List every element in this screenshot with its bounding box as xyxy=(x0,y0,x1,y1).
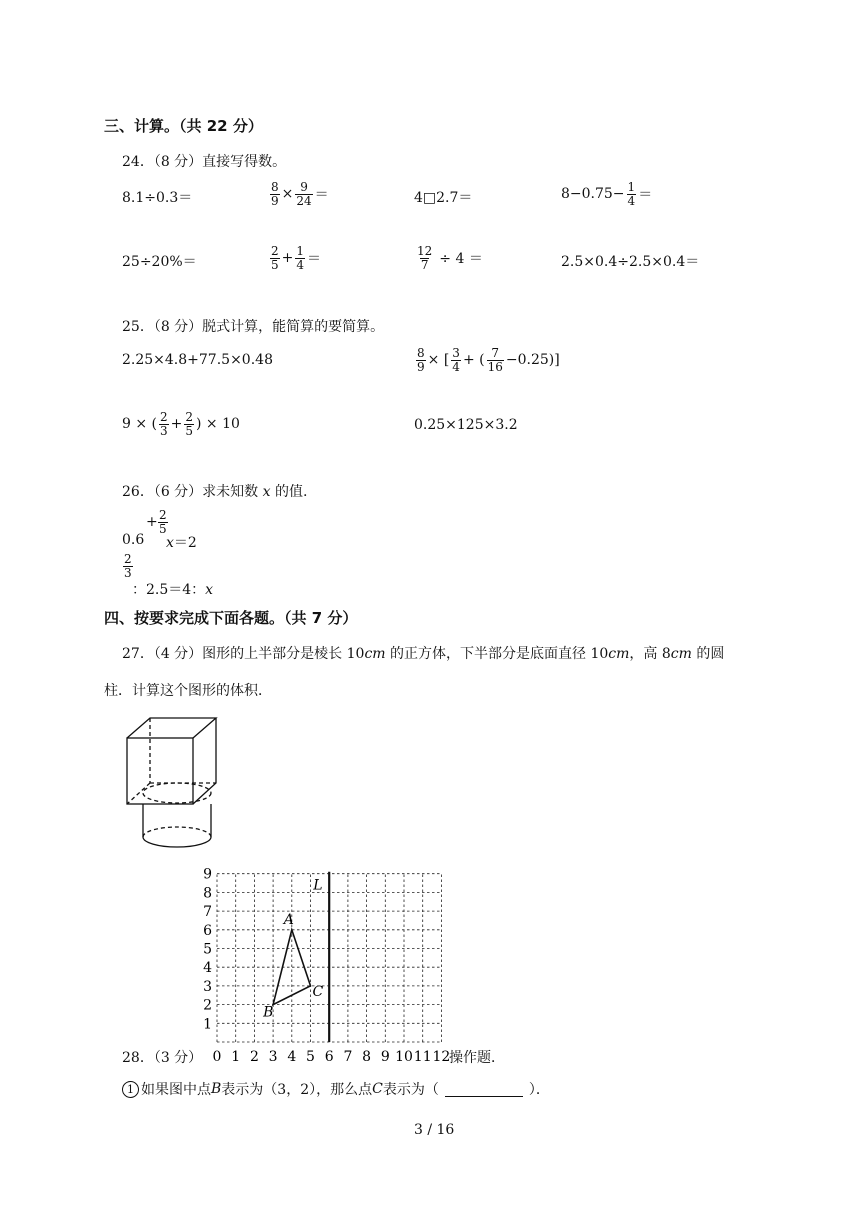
x-tick-label: 6 xyxy=(324,1049,334,1065)
cylinder-bottom-front xyxy=(143,837,211,847)
q26-heading: 26．（6 分）求未知数 x 的值. xyxy=(122,484,308,500)
cube-right-face xyxy=(193,718,216,804)
x-tick-label: 9 xyxy=(380,1049,390,1065)
q25-heading: 25．（8 分）脱式计算，能简算的要简算。 xyxy=(122,319,385,335)
q24-item-8: 2.5×0.4÷2.5×0.4＝ xyxy=(561,254,700,270)
q27-line-1: 27．（4 分）图形的上半部分是棱长 10cm 的正方体，下半部分是底面直径 10cm，高 8cm 的圆 xyxy=(122,646,725,662)
q24-item-5: 25÷20%＝ xyxy=(122,254,197,270)
q25-expr-3: 9 × ( $\frac{2}{3}$ + $\frac{2}{5}$ ) × 10 xyxy=(122,410,240,438)
q25-expr-4: 0.25×125×3.2 xyxy=(414,417,518,433)
q24-item-4: 8−0.75− $\frac{1}{4}$ ＝ xyxy=(561,180,653,208)
y-tick-label: 9 xyxy=(203,866,212,883)
x-tick-label: 1 xyxy=(231,1049,241,1065)
q25-expr-2: $\frac{8}{9}$ × [ $\frac{3}{4}$ + ( $\frac{7}{16}$ −0.25)] xyxy=(417,346,560,374)
q26-eq2-rest: ：2.5＝4：x xyxy=(132,582,214,598)
cube-hidden-edge xyxy=(127,783,150,804)
y-tick-label: 8 xyxy=(203,885,212,902)
y-tick-label: 2 xyxy=(203,997,212,1014)
q28-subquestion-1: 1 如果图中点 B 表示为（3，2），那么点 C 表示为（ ）． xyxy=(122,1079,550,1099)
answer-blank[interactable] xyxy=(445,1082,523,1097)
x-tick-label: 2 xyxy=(249,1049,259,1065)
q26-eq1-rest: x＝2 xyxy=(166,535,197,551)
x-tick-label: 12 xyxy=(432,1049,451,1065)
fraction: $\frac{2}{5}$ xyxy=(185,410,194,438)
y-tick-label: 7 xyxy=(203,904,212,921)
x-tick-label: 10 xyxy=(395,1049,413,1065)
fraction: $\frac{2}{5}$ xyxy=(271,244,279,272)
mirror-line-label: L xyxy=(313,877,323,894)
point-label-A: A xyxy=(283,911,294,928)
point-label-C: C xyxy=(312,983,324,1000)
x-tick-label: 8 xyxy=(362,1049,372,1065)
point-label-B: B xyxy=(263,1004,274,1021)
coordinate-grid xyxy=(195,862,455,1067)
q27-line-2: 柱．计算这个图形的体积． xyxy=(104,683,272,699)
x-tick-label: 11 xyxy=(413,1049,432,1065)
y-tick-label: 4 xyxy=(203,960,212,977)
page-number: 3 / 16 xyxy=(414,1122,455,1138)
y-tick-label: 3 xyxy=(203,978,212,995)
y-tick-label: 1 xyxy=(203,1016,212,1033)
q26-eq1-plus: + xyxy=(146,514,158,530)
section-4-title: 四、按要求完成下面各题。（共 7 分） xyxy=(104,609,358,627)
x-tick-label: 7 xyxy=(343,1049,353,1065)
q26-eq2-fraction: $\frac{2}{3}$ xyxy=(124,552,132,580)
q24-item-2: $\frac{8}{9}$ × $\frac{9}{24}$ ＝ xyxy=(271,180,329,208)
cylinder-bottom-back xyxy=(143,827,211,837)
fraction: $\frac{3}{4}$ xyxy=(452,346,460,374)
fraction: $\frac{1}{4}$ xyxy=(296,244,305,272)
cylinder-top-ellipse xyxy=(143,783,211,803)
q26-eq1-fraction: $\frac{2}{5}$ xyxy=(159,508,167,536)
q24-item-6: $\frac{2}{5}$ + $\frac{1}{4}$ ＝ xyxy=(271,244,322,272)
x-tick-label: 4 xyxy=(287,1049,297,1065)
q24-heading: 24．（8 分）直接写得数。 xyxy=(122,154,287,170)
y-tick-label: 6 xyxy=(203,922,212,939)
x-tick-label: 3 xyxy=(268,1049,278,1065)
x-tick-label: 5 xyxy=(306,1049,315,1065)
fraction: $\frac{8}{9}$ xyxy=(417,346,425,374)
fraction: $\frac{12}{7}$ xyxy=(417,244,433,272)
y-tick-label: 5 xyxy=(203,941,212,958)
cube-cylinder-figure xyxy=(118,712,228,857)
fraction: $\frac{1}{4}$ xyxy=(627,180,636,208)
q24-item-7: $\frac{12}{7}$ ÷ 4 ＝ xyxy=(417,244,483,272)
q28-heading: 28．（3 分） xyxy=(122,1050,203,1066)
q24-item-1: 8.1÷0.3＝ xyxy=(122,190,193,206)
x-tick-label: 0 xyxy=(212,1049,222,1065)
fraction: $\frac{2}{3}$ xyxy=(160,410,168,438)
fraction: $\frac{8}{9}$ xyxy=(271,180,279,208)
q24-item-3: 4□2.7＝ xyxy=(414,190,473,206)
q26-eq1-left: 0.6 xyxy=(122,532,145,548)
q28-heading-tail: 操作题． xyxy=(449,1050,505,1066)
circled-number: 1 xyxy=(122,1081,139,1098)
fraction: $\frac{9}{24}$ xyxy=(296,180,312,208)
cube-top-face xyxy=(127,718,216,738)
fraction: $\frac{7}{16}$ xyxy=(487,346,503,374)
section-3-title: 三、计算。（共 22 分） xyxy=(104,117,263,135)
q25-expr-1: 2.25×4.8+77.5×0.48 xyxy=(122,352,273,368)
